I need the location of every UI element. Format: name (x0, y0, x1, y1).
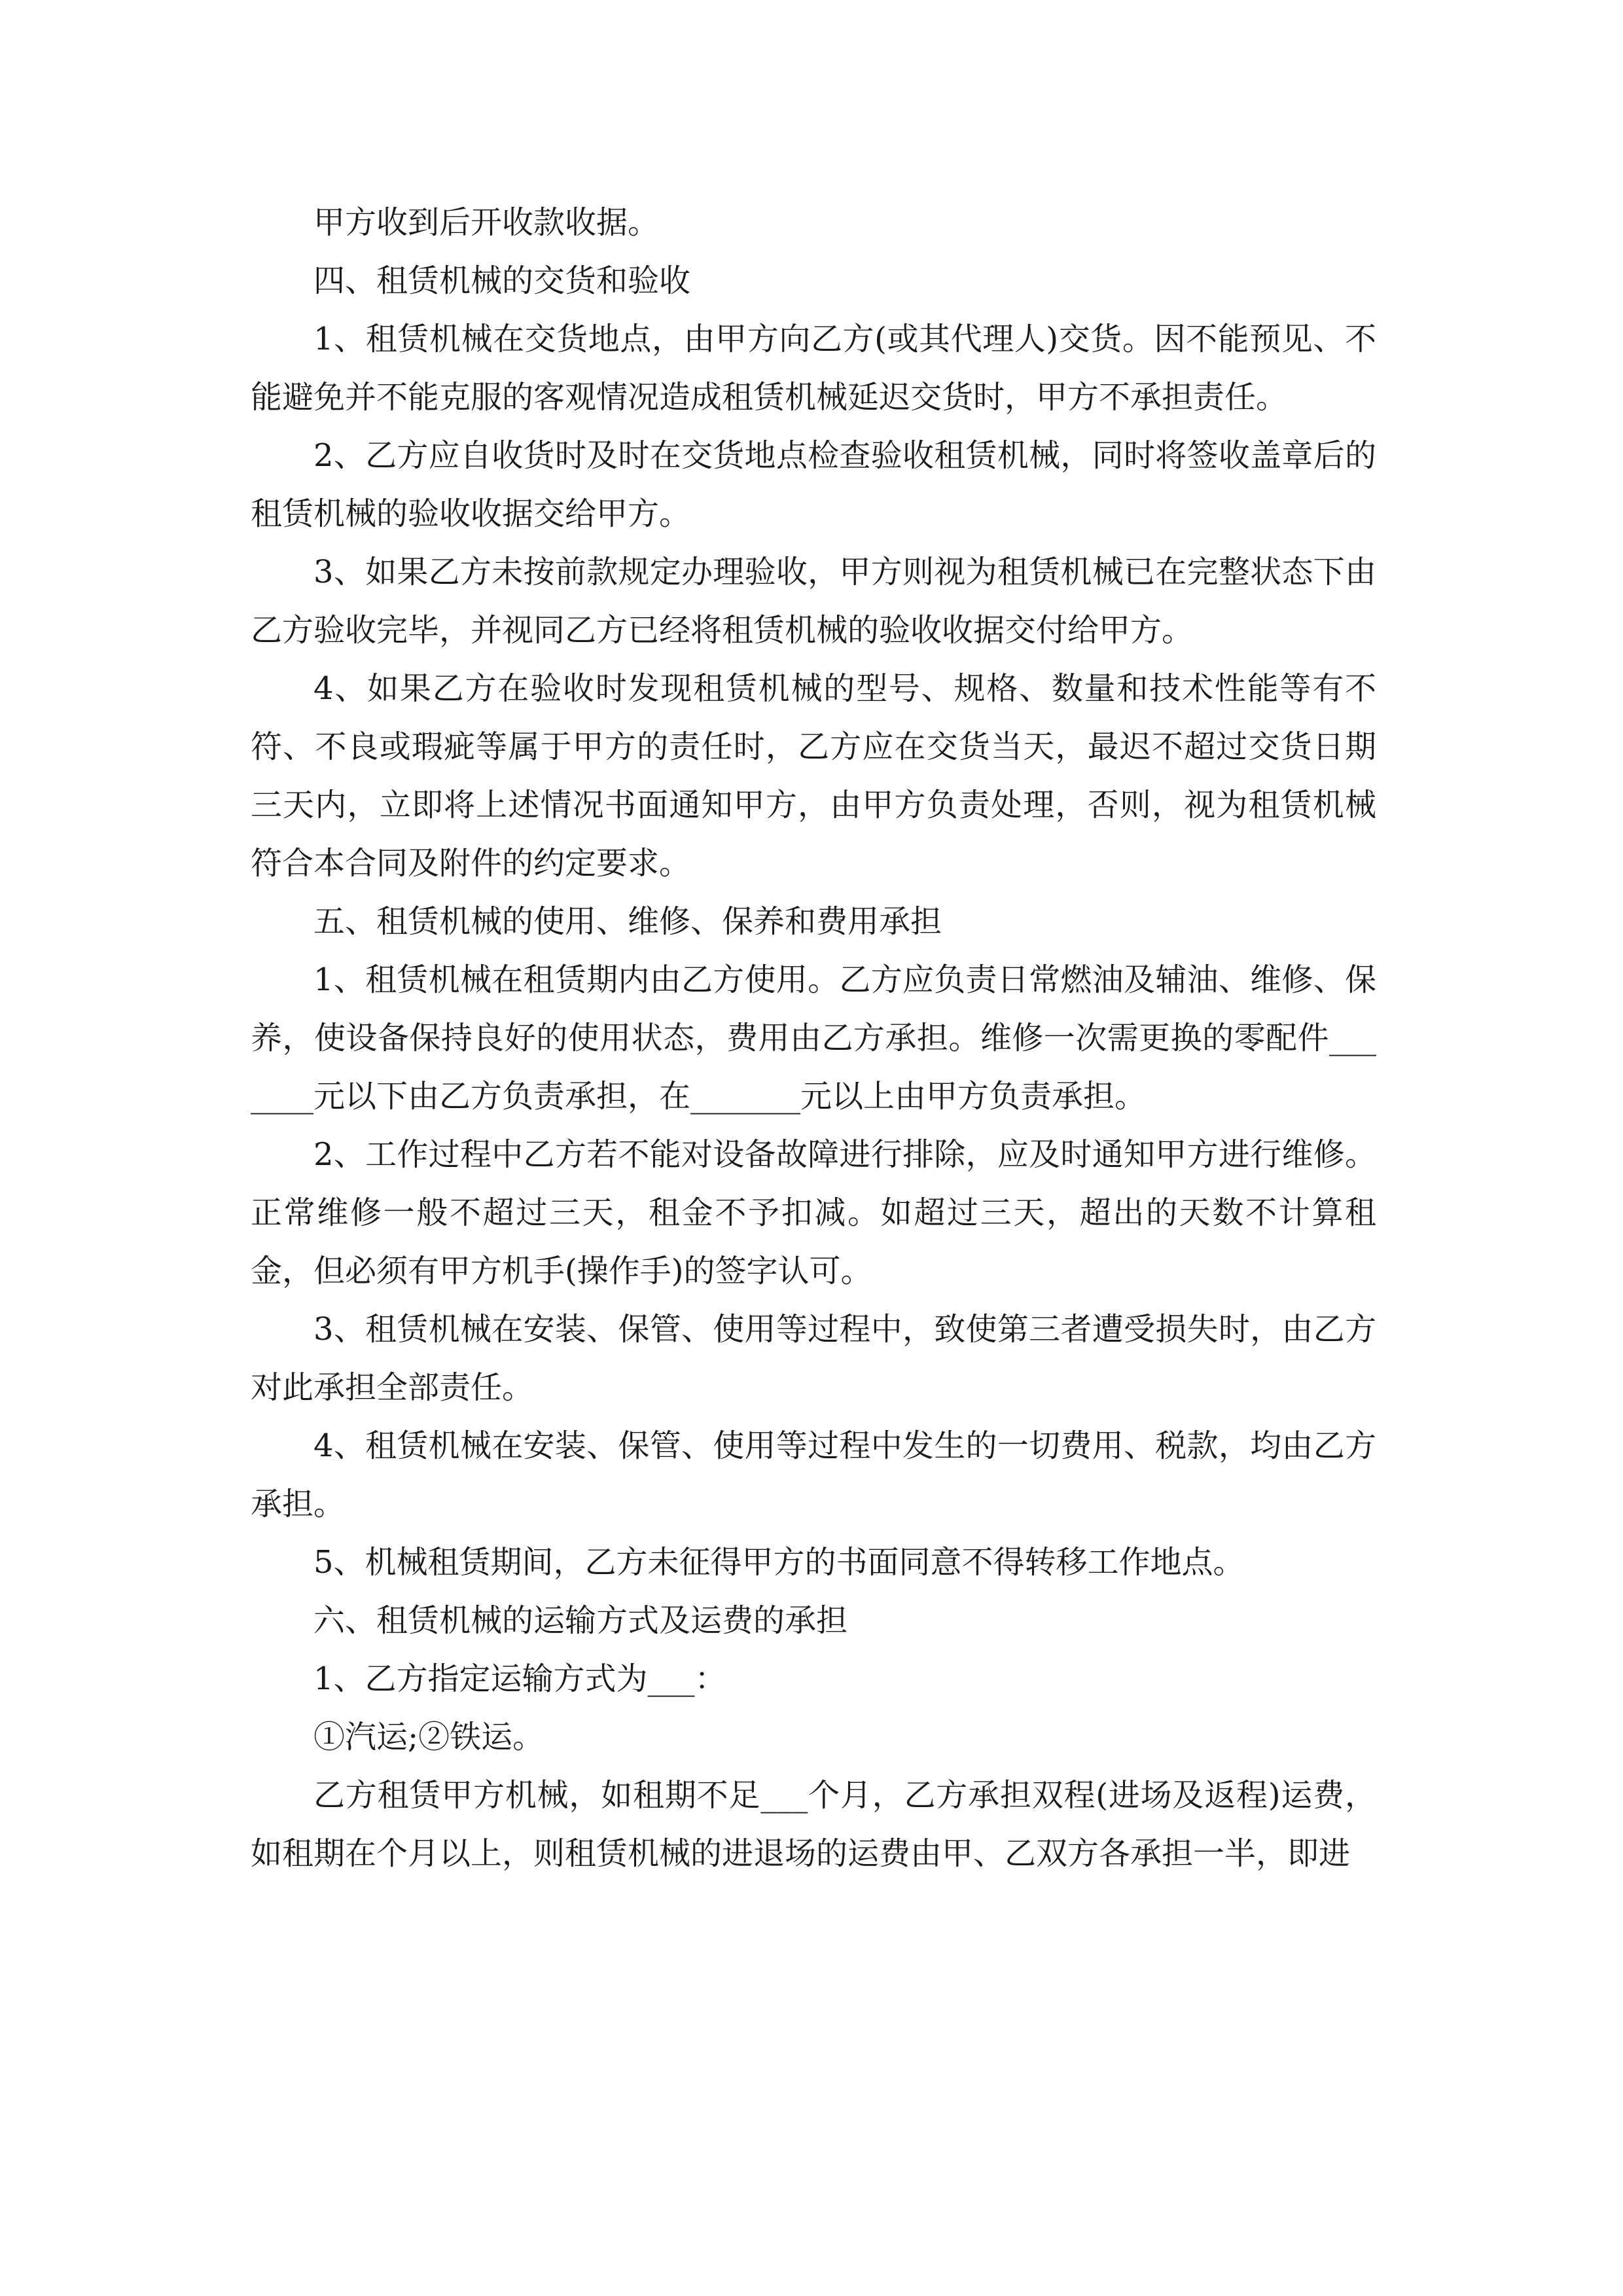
clause-transport-cost: 乙方租赁甲方机械，如租期不足___个月，乙方承担双程(进场及返程)运费，如租期在个月以上，则租赁机械的进退场的运费由甲、乙双方各承担一半，即进 (251, 1777, 1376, 1872)
clause-transport-1: 1、乙方指定运输方式为___： (313, 1660, 726, 1697)
clause-usage-2: 2、工作过程中乙方若不能对设备故障进行排除，应及时通知甲方进行维修。正常维修一般不超过三天，租金不予扣减。如超过三天，超出的天数不计算租金，但必须有甲方机手(操作手)的签字认可。 (251, 1136, 1376, 1289)
clause-usage-5: 5、机械租赁期间，乙方未征得甲方的书面同意不得转移工作地点。 (313, 1544, 1245, 1581)
clause-delivery-1: 1、租赁机械在交货地点，由甲方向乙方(或其代理人)交货。因不能预见、不能避免并不能克服的客观情况造成租赁机械延迟交货时，甲方不承担责任。 (251, 321, 1376, 416)
document-body (251, 194, 1376, 1883)
clause-transport-options: ①汽运;②铁运。 (313, 1719, 544, 1755)
clause-usage-1: 1、租赁机械在租赁期内由乙方使用。乙方应负责日常燃油及辅油、维修、保养，使设备保持良好的使用状态，费用由乙方承担。维修一次需更换的零配件_______元以下由乙方负责承担，在_______元以上由甲方负责承担。 (251, 961, 1376, 1115)
section-heading-transport: 六、租赁机械的运输方式及运费的承担 (313, 1602, 848, 1639)
clause-delivery-4: 4、如果乙方在验收时发现租赁机械的型号、规格、数量和技术性能等有不符、不良或瑕疵等属于甲方的责任时，乙方应在交货当天，最迟不超过交货日期三天内，立即将上述情况书面通知甲方，由甲方负责处理，否则，视为租赁机械符合本合同及附件的约定要求。 (251, 670, 1376, 882)
clause-delivery-2: 2、乙方应自收货时及时在交货地点检查验收租赁机械，同时将签收盖章后的租赁机械的验收收据交给甲方。 (251, 437, 1376, 532)
clause-delivery-3: 3、如果乙方未按前款规定办理验收，甲方则视为租赁机械已在完整状态下由乙方验收完毕，并视同乙方已经将租赁机械的验收收据交付给甲方。 (251, 554, 1376, 649)
paragraph-receipt-note: 甲方收到后开收款收据。 (313, 204, 660, 241)
section-heading-usage: 五、租赁机械的使用、维修、保养和费用承担 (313, 903, 942, 940)
clause-usage-3: 3、租赁机械在安装、保管、使用等过程中，致使第三者遭受损失时，由乙方对此承担全部责任。 (251, 1311, 1376, 1406)
section-heading-delivery: 四、租赁机械的交货和验收 (313, 262, 691, 299)
clause-usage-4: 4、租赁机械在安装、保管、使用等过程中发生的一切费用、税款，均由乙方承担。 (251, 1427, 1376, 1522)
